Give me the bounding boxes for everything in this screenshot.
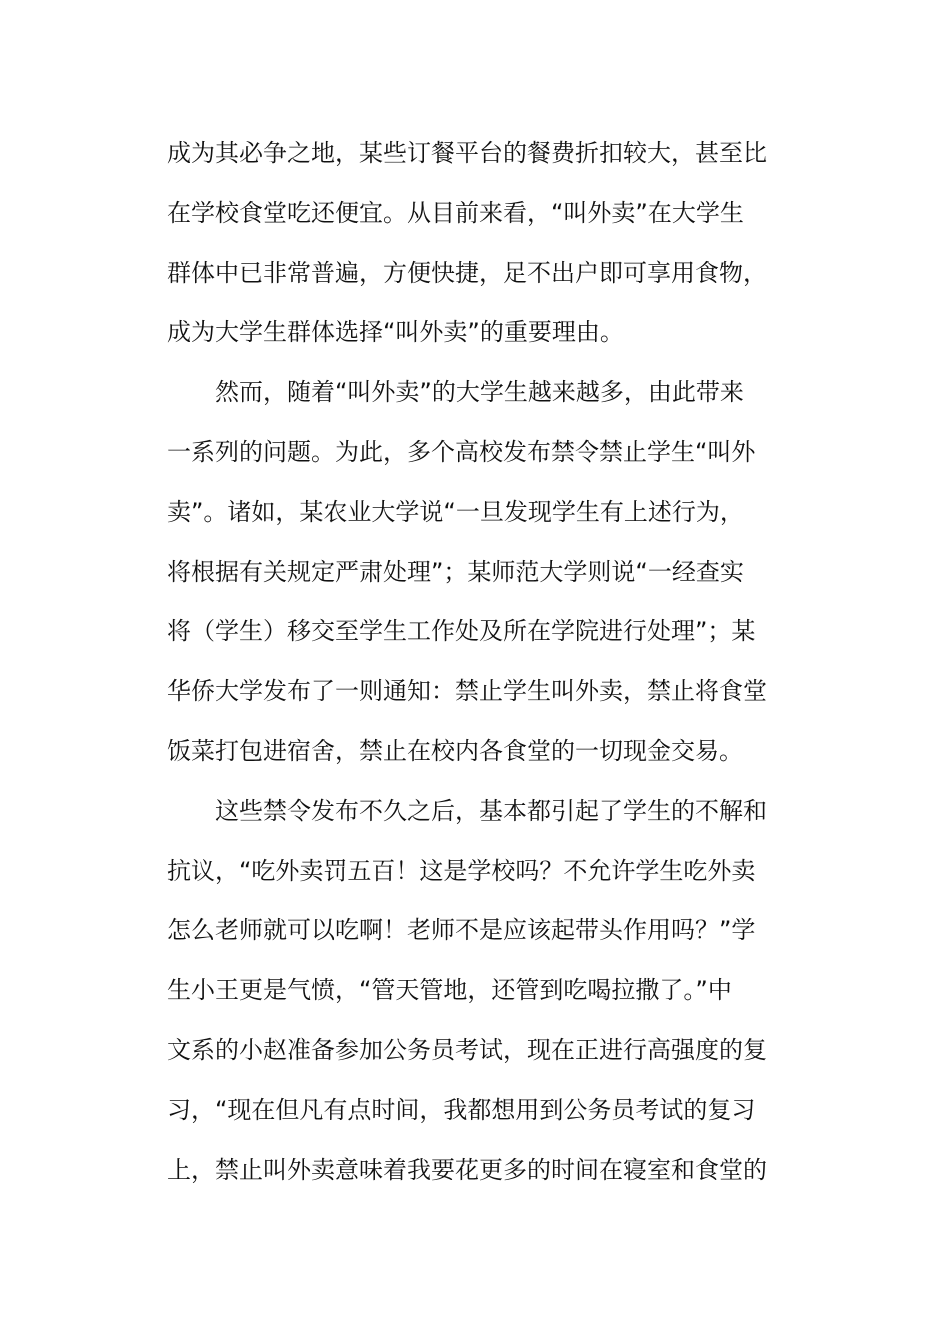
- text-line: 成为大学生群体选择“叫外卖”的重要理由。: [167, 318, 624, 347]
- text-line: 抗议，“吃外卖罚五百！这是学校吗？不允许学生吃外卖: [167, 856, 756, 885]
- text-line: 成为其必争之地，某些订餐平台的餐费折扣较大，甚至比: [167, 139, 767, 167]
- text-line: 上，禁止叫外卖意味着我要花更多的时间在寝室和食堂的: [167, 1155, 767, 1184]
- text-line: 卖”。诸如，某农业大学说“一旦发现学生有上述行为，: [167, 497, 744, 526]
- text-line: 在学校食堂吃还便宜。从目前来看，“叫外卖”在大学生: [167, 198, 744, 227]
- text-line: 生小王更是气愤，“管天管地，还管到吃喝拉撒了。”中: [167, 976, 732, 1005]
- body-text: [167, 124, 787, 1200]
- text-line: 将根据有关规定严肃处理”；某师范大学则说“一经查实: [167, 557, 744, 586]
- text-line: 将（学生）移交至学生工作处及所在学院进行处理”；某: [167, 617, 756, 646]
- text-line: 群体中已非常普遍，方便快捷，足不出户即可享用食物，: [167, 258, 767, 287]
- text-line: 怎么老师就可以吃啊！老师不是应该起带头作用吗？”学: [167, 916, 756, 945]
- text-line: 然而，随着“叫外卖”的大学生越来越多，由此带来: [215, 378, 744, 407]
- text-line: 习，“现在但凡有点时间，我都想用到公务员考试的复习: [167, 1095, 756, 1124]
- text-line: 饭菜打包进宿舍，禁止在校内各食堂的一切现金交易。: [167, 736, 743, 765]
- text-line: 文系的小赵准备参加公务员考试，现在正进行高强度的复: [167, 1035, 767, 1064]
- text-line: 华侨大学发布了一则通知：禁止学生叫外卖，禁止将食堂: [167, 677, 767, 706]
- text-line: 一系列的问题。为此，多个高校发布禁令禁止学生“叫外: [167, 437, 756, 466]
- text-line: 这些禁令发布不久之后，基本都引起了学生的不解和: [215, 796, 767, 825]
